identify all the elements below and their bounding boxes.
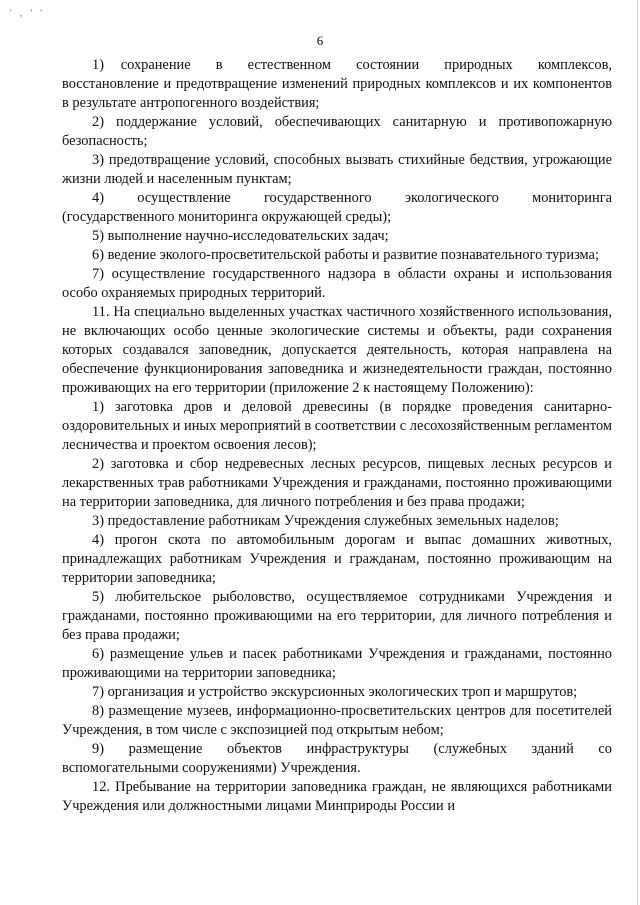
section-11-item-2: 2) заготовка и сбор недревесных лесных ресурсов, пищевых лесных ресурсов и лекарственных трав работниками Учреждения и гражданами, постоянно проживающими на территории заповедника, для личного потребления и без права продажи;	[62, 456, 612, 510]
section-11-item-3: 3) предоставление работникам Учреждения служебных земельных наделов;	[92, 513, 559, 529]
section-11-item-4: 4) прогон скота по автомобильным дорогам и выпас домашних животных, принадлежащих работникам Учреждения и гражданам, постоянно проживающим на территории заповедника;	[62, 532, 612, 586]
section-11-item-8: 8) размещение музеев, информационно-просветительских центров для посетителей Учреждения, в том числе с экспозицией под открытым небом;	[62, 703, 612, 738]
paragraph-item-3: 3) предотвращение условий, способных вызвать стихийные бедствия, угрожающие жизни людей и населенным пунктам;	[62, 152, 612, 187]
scan-corner-marks: ' , ' '	[10, 8, 45, 18]
section-11-item-6: 6) размещение ульев и пасек работниками Учреждения и гражданами, постоянно проживающими на территории заповедника;	[62, 646, 612, 681]
paragraph-item-6: 6) ведение эколого-просветительской работы и развитие познавательного туризма;	[92, 247, 599, 263]
section-11-item-1: 1) заготовка дров и деловой древесины (в порядке проведения санитарно-оздоровительных и иных мероприятий в соответствии с лесохозяйственным регламентом лесничества и проектом освоения лесов);	[62, 399, 612, 453]
page-number: 6	[316, 33, 324, 48]
page-edge-line	[637, 0, 638, 905]
section-11-intro: 11. На специально выделенных участках частичного хозяйственного использования, не включающих особо ценные экологические системы и объекты, ради сохранения которых создавался заповедник, допускается деятельность, которая направлена на обеспечение функционирования заповедника и жизнедеятельности граждан, постоянно проживающих на его территории (приложение 2 к настоящему Положению):	[62, 304, 612, 396]
paragraph-item-4: 4) осуществление государственного экологического мониторинга (государственного мониторинга окружающей среды);	[62, 190, 612, 225]
section-12-intro: 12. Пребывание на территории заповедника граждан, не являющихся работниками Учреждения или должностными лицами Минприроды России и	[62, 779, 612, 814]
paragraph-item-7: 7) осуществление государственного надзора в области охраны и использования особо охраняемых природных территорий.	[62, 266, 612, 301]
paragraph-item-1: 1) сохранение в естественном состоянии природных комплексов, восстановление и предотвращение изменений природных комплексов и их компонентов в результате антропогенного воздействия;	[62, 57, 612, 111]
paragraph-item-5: 5) выполнение научно-исследовательских задач;	[92, 228, 389, 244]
section-11-item-9: 9) размещение объектов инфраструктуры (служебных зданий со вспомогательными сооружениями) Учреждения.	[62, 741, 612, 776]
section-11-item-5: 5) любительское рыболовство, осуществляемое сотрудниками Учреждения и гражданами, постоянно проживающими на его территории, для личного потребления и без права продажи;	[62, 589, 612, 643]
paragraph-item-2: 2) поддержание условий, обеспечивающих санитарную и противопожарную безопасность;	[62, 114, 612, 149]
document-body	[62, 56, 612, 816]
section-11-item-7: 7) организация и устройство экскурсионных экологических троп и маршрутов;	[92, 684, 578, 700]
